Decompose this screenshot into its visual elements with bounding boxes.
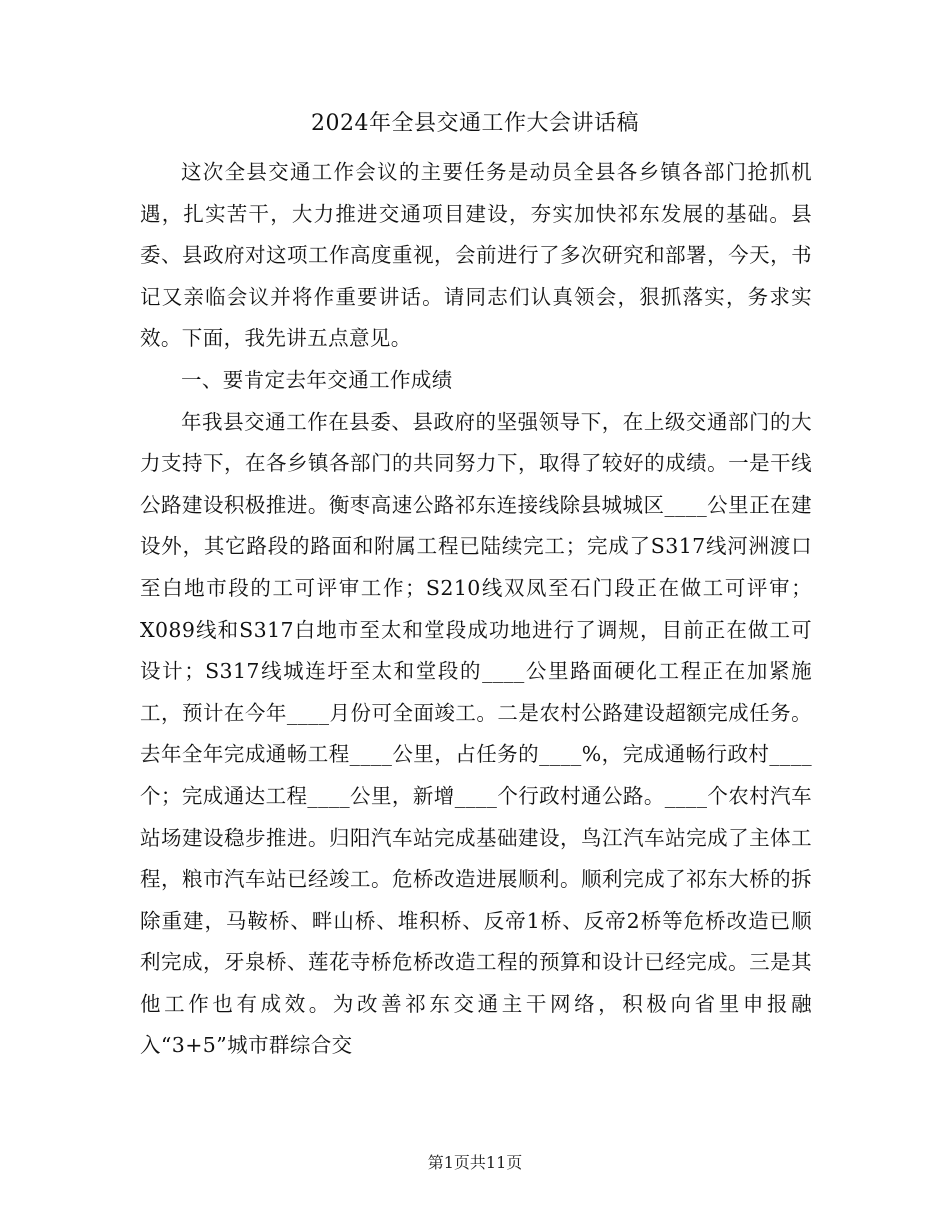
paragraph-intro: 这次全县交通工作会议的主要任务是动员全县各乡镇各部门抢抓机遇，扎实苦干，大力推进交通项目建设，夯实加快祁东发展的基础。县委、县政府对这项工作高度重视，会前进行了多次研究和部署，今天，书记又亲临会议并将作重要讲话。请同志们认真领会，狠抓落实，务求实效。下面，我先讲五点意见。 [140, 160, 812, 351]
document-title: 2024年全县交通工作大会讲话稿 [311, 111, 639, 136]
section-heading-1: 一、要肯定去年交通工作成绩 [181, 367, 453, 392]
page-number-footer: 第1页共11页 [427, 1153, 523, 1172]
document-body [140, 152, 812, 1067]
paragraph-achievements: 年我县交通工作在县委、县政府的坚强领导下，在上级交通部门的大力支持下，在各乡镇各部门的共同努力下，取得了较好的成绩。一是干线公路建设积极推进。衡枣高速公路祁东连接线除县城城区____公里正在建设外，其它路段的路面和附属工程已陆续完工；完成了S317线河洲渡口至白地市段的工可评审工作；S210线双凤至石门段正在做工可评审；X089线和S317白地市至太和堂段成功地进行了调规，目前正在做工可设计；S317线城连圩至太和堂段的____公里路面硬化工程正在加紧施工，预计在今年____月份可全面竣工。二是农村公路建设超额完成任务。去年全年完成通畅工程____公里，占任务的____%，完成通畅行政村____个；完成通达工程____公里，新增____个行政村通公路。____个农村汽车站场建设稳步推进。归阳汽车站完成基础建设，鸟江汽车站完成了主体工程，粮市汽车站已经竣工。危桥改造进展顺利。顺利完成了祁东大桥的拆除重建，马鞍桥、畔山桥、堆积桥、反帝1桥、反帝2桥等危桥改造已顺利完成，牙泉桥、莲花寺桥危桥改造工程的预算和设计已经完成。三是其他工作也有成效。为改善祁东交通主干网络，积极向省里申报融入“3+5”城市群综合交 [140, 409, 812, 1058]
